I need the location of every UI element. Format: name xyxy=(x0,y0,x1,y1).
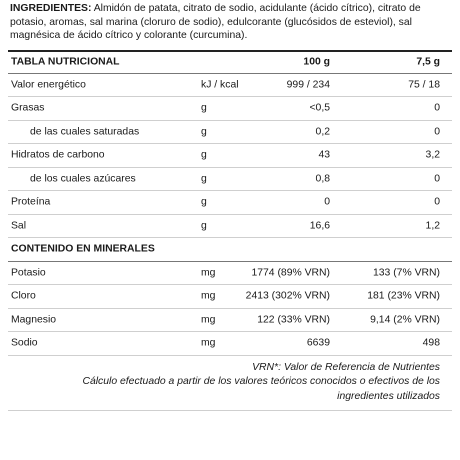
row-unit: g xyxy=(201,126,207,138)
table-row-chloride xyxy=(8,285,452,309)
row-value-100g: 1774 (89% VRN) xyxy=(251,267,330,279)
row-unit: g xyxy=(201,196,207,208)
row-value-serving: 0 xyxy=(434,126,440,138)
vrn-footnote: VRN*: Valor de Referencia de Nutrientes xyxy=(252,361,440,373)
row-unit: g xyxy=(201,102,207,114)
row-value-100g: 0 xyxy=(324,196,330,208)
row-unit: mg xyxy=(201,267,216,279)
row-label: Proteína xyxy=(11,196,51,208)
row-label: Sal xyxy=(11,220,27,232)
row-value-serving: 498 xyxy=(422,337,440,349)
nutrition-label xyxy=(8,0,452,411)
minerals-section-header xyxy=(8,238,452,262)
row-label: de los cuales azúcares xyxy=(30,173,136,185)
row-value-serving: 0 xyxy=(434,196,440,208)
ingredients-label: INGREDIENTES: xyxy=(10,3,92,14)
ingredients-text: Almidón de patata, citrato de sodio, acidulante (ácido cítrico), citrato de potasio, aromas, sal marina (cloruro de sodio), edulcorante (glucósidos de esteviol), sal magnésica de ácido cítrico y colorante (curcumina). xyxy=(10,3,421,41)
row-value-100g: <0,5 xyxy=(309,102,330,114)
row-label: Valor energético xyxy=(11,79,86,91)
row-label: Potasio xyxy=(11,267,46,279)
row-label: de las cuales saturadas xyxy=(30,126,140,138)
row-value-100g: 999 / 234 xyxy=(286,79,330,91)
row-label: Grasas xyxy=(11,102,45,114)
row-value-100g: 2413 (302% VRN) xyxy=(245,290,330,302)
divider xyxy=(8,410,452,411)
table-row-energy xyxy=(8,74,452,98)
row-value-serving: 0 xyxy=(434,102,440,114)
row-unit: mg xyxy=(201,290,216,302)
row-value-100g: 0,2 xyxy=(315,126,330,138)
row-label: Sodio xyxy=(11,337,38,349)
row-value-serving: 9,14 (2% VRN) xyxy=(370,314,440,326)
table-row-protein xyxy=(8,191,452,215)
table-row-sugars xyxy=(8,168,452,192)
row-value-100g: 43 xyxy=(318,149,330,161)
ingredients-paragraph xyxy=(8,0,452,43)
row-unit: mg xyxy=(201,314,216,326)
table-row-sodium xyxy=(8,332,452,356)
row-value-serving: 133 (7% VRN) xyxy=(373,267,440,279)
row-value-serving: 3,2 xyxy=(425,149,440,161)
footnotes xyxy=(8,356,452,405)
row-value-100g: 122 (33% VRN) xyxy=(257,314,330,326)
row-value-100g: 0,8 xyxy=(315,173,330,185)
table-title: TABLA NUTRICIONAL xyxy=(11,56,120,68)
table-row-fat xyxy=(8,97,452,121)
nutrition-table-header xyxy=(8,52,452,74)
column-header-100g: 100 g xyxy=(303,56,330,68)
row-value-100g: 16,6 xyxy=(309,220,330,232)
calculation-note-line2: ingredientes utilizados xyxy=(337,390,440,402)
row-unit: g xyxy=(201,220,207,232)
table-row-saturated xyxy=(8,121,452,145)
table-row-potassium xyxy=(8,262,452,286)
calculation-note-line1: Cálculo efectuado a partir de los valores teóricos conocidos o efectivos de los xyxy=(82,376,440,387)
row-label: Cloro xyxy=(11,290,36,302)
table-row-salt xyxy=(8,215,452,239)
minerals-title: CONTENIDO EN MINERALES xyxy=(11,243,155,255)
row-value-100g: 6639 xyxy=(306,337,330,349)
row-unit: g xyxy=(201,149,207,161)
column-header-serving: 7,5 g xyxy=(416,56,440,68)
row-label: Hidratos de carbono xyxy=(11,149,105,161)
row-value-serving: 1,2 xyxy=(425,220,440,232)
row-value-serving: 0 xyxy=(434,173,440,185)
row-unit: kJ / kcal xyxy=(201,79,239,91)
row-label: Magnesio xyxy=(11,314,57,326)
table-row-magnesium xyxy=(8,309,452,333)
row-value-serving: 75 / 18 xyxy=(408,79,440,91)
row-unit: mg xyxy=(201,337,216,349)
table-row-carbohydrates xyxy=(8,144,452,168)
row-unit: g xyxy=(201,173,207,185)
row-value-serving: 181 (23% VRN) xyxy=(367,290,440,302)
